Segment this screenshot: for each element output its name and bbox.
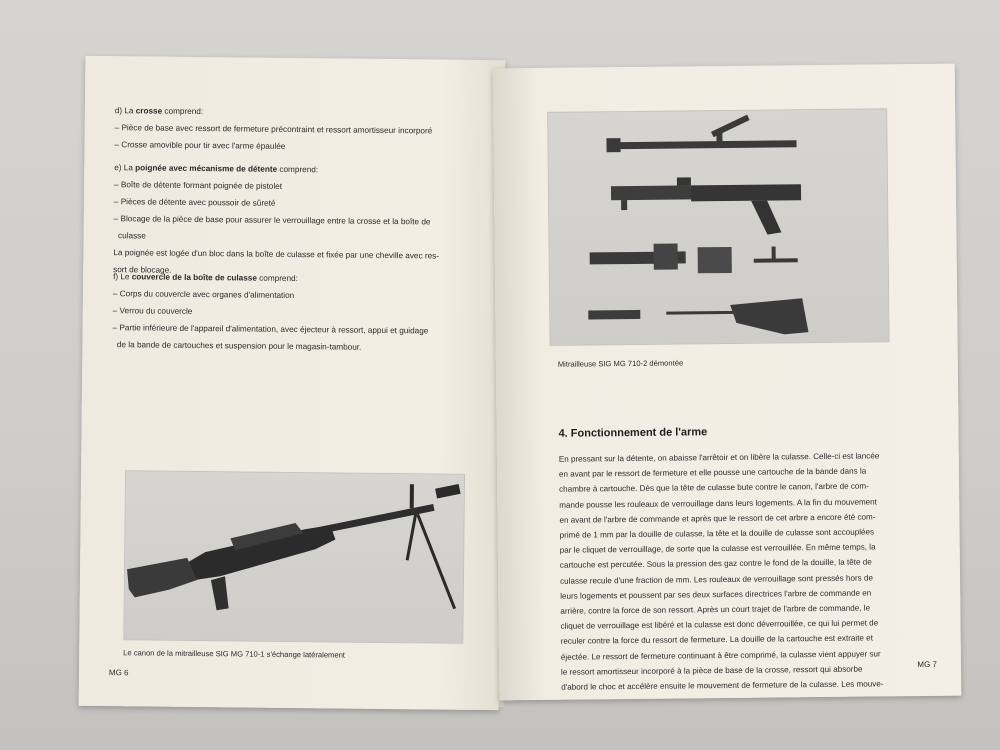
body-line: reculer contre la force du ressort de fermeture. La douille de la cartouche est extraite et [560, 633, 873, 647]
left-page [79, 56, 506, 710]
list-item: – Partie inférieure de l'appareil d'alimentation, avec éjecteur à ressort, appui et guidage [112, 323, 429, 336]
machine-gun-photo [123, 470, 465, 644]
list-item: – Blocage de la pièce de base pour assurer le verrouillage entre la crosse et la boîte de [113, 214, 431, 227]
list-item: – Pièce de base avec ressort de fermeture précontraint et ressort amortisseur incorporé [114, 123, 433, 136]
list-item: – Corps du couvercle avec organes d'alimentation [112, 289, 295, 301]
disassembled-gun-photo [547, 108, 889, 346]
list-item: de la bande de cartouches et suspension pour le magasin-tambour. [112, 340, 362, 352]
disassembled-parts-illustration [548, 109, 888, 345]
machine-gun-illustration [124, 471, 464, 643]
body-line: culasse recule d'une fraction de mm. Les rouleaux de verrouillage sont pressés hors de [560, 573, 873, 586]
photo-caption: Mitrailleuse SIG MG 710-2 démontée [557, 358, 684, 369]
body-line: en avant de l'arbre de commande et après que le ressort de cet arbre a encore été com- [559, 512, 876, 525]
body-line: leurs logements et poussent par ses deux surfaces directrices l'arbre de commande en [560, 588, 872, 601]
body-text [559, 448, 884, 695]
body-line: par le cliquet de verrouillage, de sorte que la culasse est verrouillée. En même temps, la [559, 542, 876, 555]
right-page [493, 64, 962, 701]
section-d [114, 102, 432, 156]
body-line: éjectée. Le ressort de fermeture continuant à être comprimé, la culasse vient appuyer sur [560, 649, 881, 662]
body-line: cartouche est percutée. Sous la pression des gaz contre le fond de la douille, la tête de [559, 557, 872, 571]
section-e-note: sort de blocage. [113, 265, 172, 275]
list-item: – Pièces de détente avec poussoir de sûreté [113, 197, 276, 208]
section-f [112, 268, 429, 356]
section-e-heading: e) La poignée avec mécanisme de détente comprend: [114, 163, 319, 175]
section-heading: 4. Fonctionnement de l'arme [558, 426, 708, 440]
list-item: culasse [113, 231, 146, 241]
body-line: en avant par le ressort de fermeture et elle pousse une cartouche de la bande dans la [558, 466, 867, 479]
body-line: mande pousse les rouleaux de verrouillage dans leurs logements. A la fin du mouvement [559, 497, 877, 510]
list-item: – Boîte de détente formant poignée de pistolet [114, 180, 283, 191]
body-line: En pressant sur la détente, on abaisse l'arrêtoir et on libère la culasse. Celle-ci est lancée [558, 451, 880, 464]
section-f-heading: f) Le couvercle de la boîte de culasse comprend: [113, 272, 298, 284]
list-item: – Crosse amovible pour tir avec l'arme épaulée [114, 140, 286, 151]
body-line: d'abord le choc et accélère ensuite le mouvement de fermeture de la culasse. Les mouve- [561, 679, 884, 692]
body-line: primé de 1 mm par la douille de culasse, la tête et la douille de culasse sont accouplées [559, 527, 875, 540]
photo-caption: Le canon de la mitrailleuse SIG MG 710-1 s'échange latéralement [123, 648, 345, 660]
page-number: MG 7 [917, 659, 938, 670]
section-e-note: La poignée est logée d'un bloc dans la boîte de culasse et fixée par une cheville avec res- [113, 248, 440, 261]
body-line: arrière, contre la force de son ressort. Après un court trajet de l'arbre de commande, le [560, 603, 871, 616]
list-item: – Verrou du couvercle [112, 306, 193, 316]
body-line: le ressort amortisseur incorporé à la pièce de base de la crosse, ressort qui absorbe [560, 664, 863, 677]
body-line: cliquet de verrouillage est libéré et la culasse est donc déverrouillée, ce qui lui permet de [560, 618, 879, 631]
body-line: chambre à cartouche. Dès que la tête de culasse bute contre le canon, l'arbre de com- [559, 481, 869, 495]
section-e [113, 159, 440, 281]
section-d-heading: d) La crosse comprend: [114, 106, 204, 117]
page-number: MG 6 [108, 668, 129, 678]
